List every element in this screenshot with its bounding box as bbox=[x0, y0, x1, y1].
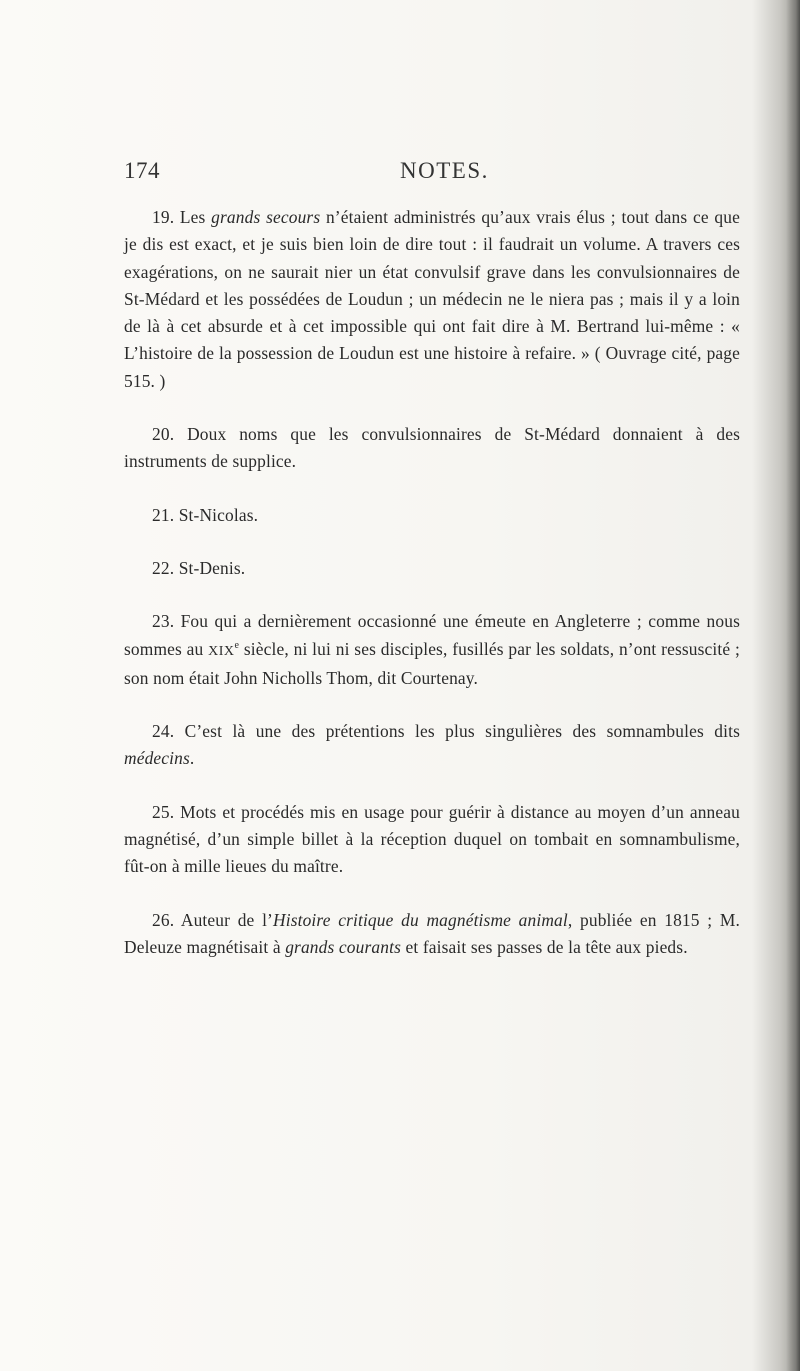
note-text: St-Nicolas. bbox=[174, 504, 259, 525]
note-text: Mots et procédés mis en usage pour guérir à distance au moyen d’un anneau magnétisé, d’un simple billet à la réception duquel on tombait en somnambulisme, fût-on à mille lieues du maître. bbox=[124, 801, 740, 877]
note-number: 20. bbox=[152, 424, 175, 445]
note-text: Les grands secours n’étaient administrés qu’aux vrais élus ; tout dans ce que je dis est exact, et je suis bien loin de dire tout : il faudrait un volume. A travers ces exagérations, on ne saurait nier un état convulsif grave dans les convulsionnaires de St-Médard et les possédées de Loudun ; un médecin ne le niera pas ; mais il y a loin de là à cet absurde et à cet impossible qui ont fait dire à M. Bertrand lui-même : « L’histoire de la possession de Loudun est une histoire à refaire. » ( Ouvrage cité, page 515. ) bbox=[124, 207, 740, 391]
note-number: 21. bbox=[152, 504, 175, 525]
note-text: C’est là une des prétentions les plus singulières des somnambules dits médecins. bbox=[124, 721, 740, 769]
note-24 bbox=[124, 718, 740, 773]
note-text: Doux noms que les convulsionnaires de St-Médard donnaient à des instruments de supplice. bbox=[124, 424, 740, 472]
note-text: Fou qui a dernièrement occasionné une émeute en Angleterre ; comme nous sommes au XIXe siècle, ni lui ni ses disciples, fusillés par les soldats, n’ont ressuscité ; son nom était John Nicholls Thom, dit Courtenay. bbox=[124, 611, 740, 688]
page-number: 174 bbox=[124, 158, 160, 183]
note-number: 23. bbox=[152, 611, 175, 632]
note-number: 25. bbox=[152, 801, 175, 822]
note-number: 19. bbox=[152, 207, 175, 227]
note-number: 24. bbox=[152, 721, 175, 742]
notes-list bbox=[124, 204, 740, 961]
page-edge-shadow bbox=[786, 0, 800, 1371]
note-22 bbox=[124, 555, 740, 582]
note-number: 22. bbox=[152, 557, 175, 578]
note-26 bbox=[124, 907, 740, 962]
note-21 bbox=[124, 502, 740, 529]
note-text: St-Denis. bbox=[174, 557, 246, 578]
note-text: Auteur de l’Histoire critique du magnétisme animal, publiée en 1815 ; M. Deleuze magnétisait à grands courants et faisait ses passes de la tête aux pieds. bbox=[124, 909, 740, 957]
page-header bbox=[124, 158, 740, 194]
note-19 bbox=[124, 204, 740, 395]
note-number: 26. bbox=[152, 909, 175, 930]
note-25 bbox=[124, 799, 740, 881]
note-23 bbox=[124, 608, 740, 692]
running-title: NOTES. bbox=[400, 158, 489, 183]
note-20 bbox=[124, 421, 740, 476]
